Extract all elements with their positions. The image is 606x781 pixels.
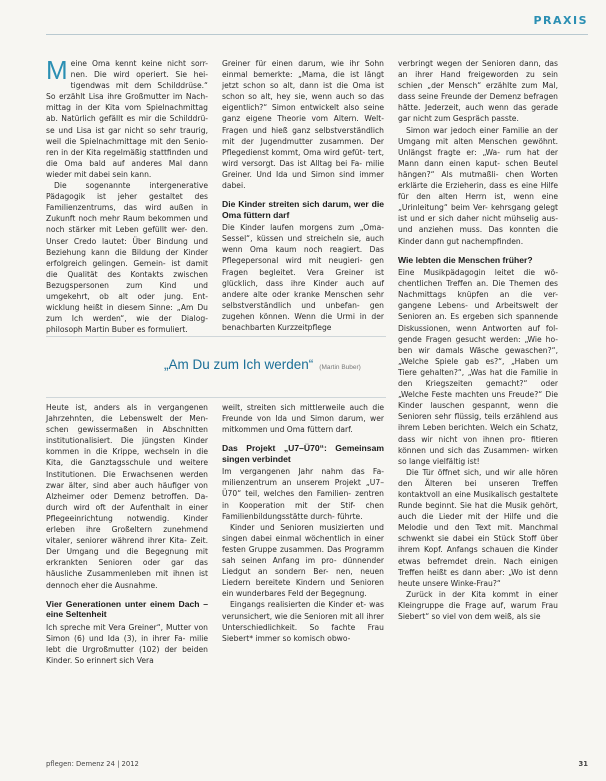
paragraph: eine Oma kennt keine nicht sorr- nen. Die wird operiert. Sie hei- tigendwas mit dem Schilddrüse.“ So erzählt Lisa ihre Großmutter im Nach- mittag in der Kita vom Spielnachmittag ab. Natürlich gefällt es mir die Schilddrü- se und Lisa ist gar nicht so sehr traurig, weil die Spielnachmittage mit den Senio- ren in der Kita regelmäßig stattfinden und die Oma bald auf anderes Mal dann wieder mit dabei sein kann.: [46, 59, 208, 179]
paragraph: Die Tür öffnet sich, und wir alle hören den Älteren bei unseren Treffen kontaktvoll an eine Musikalisch gestaltete Runde beginnt. Sie hat die Musik gehört, auch die Lieder mit der Hilfe und die Melodie und den Text mit. Manchmal schwenkt sie dabei ein Stück Stoff über ihrem Kopf. Anfangs schauen die Kinder etwas befremdet drein. Nach einigen Treffen heißt es dann aber: „Wo ist denn heute unsere Winke-Frau?“: [398, 467, 558, 588]
paragraph: Im vergangenen Jahr nahm das Fa- milienzentrum an unserem Projekt „U7–Ü70“ teil, welches den Familien- zentren in Kooperation mit der Stif- chen Familienbildungsstätte durch- führte.: [222, 467, 384, 521]
column-bottom-left: [46, 402, 208, 666]
page-number: 31: [578, 760, 588, 768]
page-footer: [46, 760, 588, 772]
paragraph: Die Kinder laufen morgens zum „Oma- Sessel“, küssen und streicheln sie, auch wenn Oma kaum noch reagiert. Das Pflegepersonal wird mit neugieri- gen Fragen begleitet. Vera Greiner ist glücklich, dass ihre Kinder auch auf andere alte oder kranke Menschen sehr selbstverständlich und unbefan- gen zugehen können. Wenn die Urmi in der benachbarten Kurzzeitpflege: [222, 223, 384, 332]
header-rule: [46, 34, 588, 35]
column-top-right: [398, 58, 558, 622]
paragraph: verbringt wegen der Senioren dann, das an ihrer Hand freigeworden zu sein schien „der Mensch“ erzählte zum Mal, dass seine Freunde der Demenz befragen hätte. Jederzeit, auch wenn das gerade gar nicht zum Gespräch passte.: [398, 59, 558, 124]
paragraph: Die sogenannte intergenerative Pädagogik ist jeher gestaltet des Familienzentrums, das wird außen in Zukunft noch mehr Raum bekommen und noch stärker mit Leben gefüllt wer- den. Unser Credo lautet: Über Bindung und Beziehung kann die Bildung der Kinder erfolgreich gelingen. Gemein- ist damit die Qualität des Kontakts zwischen Bezugspersonen zum Kind und umgekehrt, ob alt oder jung. Ent- wicklung heißt in diesem Sinne: „Am Du zum Ich werden“, wie der Dialog- philosoph Martin Buber es formuliert.: [46, 181, 208, 335]
paragraph: Greiner für einen darum, wie ihr Sohn einmal bemerkte: „Mama, die ist längt jetzt schon so alt, dann ist die Oma ist schon so alt, hey sie, wenn auch so das eigentlich?“ Simon entwickelt also seine ganz eigene Theorie vom Altern. Welt- Fragen und hieß ganz selbstverständlich mit der Jugendmutter zusammen. Der Pflegedienst kommt, Oma wird gefüt- tert, wird versorgt. Das ist Alltag bei Fa- milie Greiner. Und Ida und Simon sind immer dabei.: [222, 59, 384, 191]
paragraph: Heute ist, anders als in vergangenen Jahrzehnten, die Lebenswelt der Men- schen gewissermaßen in Abschnitten institutionalisiert. Die jüngsten Kinder kommen in die Krippe, wechseln in die Kita, die Ganztagsschule und weitere Institutionen. Die Erwachsenen werden zwar älter, sind aber auch häufiger von Alzheimer oder Demenz betroffen. Da- durch wird oft der Aufenthalt in einer Pflegeeinrichtung notwendig. Kinder erleben ihre Großeltern zunehmend vitaler, seniorer während ihrer Kita- Zeit. Der Umgang und die Begegnung mit erkrankten Senioren oder gar das häusliche Zusammenleben mit ihnen ist dennoch eher die Ausnahme.: [46, 403, 208, 590]
page-header: [0, 0, 606, 42]
subheading: Die Kinder streiten sich darum, wer die Oma füttern darf: [222, 199, 384, 220]
quote-author: (Martin Buber): [319, 364, 361, 371]
paragraph: Kinder und Senioren musizierten und singen dabei einmal wöchentlich in einer festen Gruppe zusammen. Das Programm sah seinen Anfang im pro- dünnender Liedgut an sondern Ber- nen, neuen Liedern bereitete Kindern und Senioren ein wunderbares Feld der Begegnung.: [222, 522, 384, 599]
paragraph: Simon war jedoch einer Familie an der Umgang mit alten Menschen gewöhnt. Unlängst fragte er: „Wa- rum hat der Mann dann einen kaput- schen Beutel hängen?“ Als mutmaßli- chen Worten erklärte die Erzieherin, dass es eine Hilfe für den alten Herrn ist, wenn eine „Urinleitung“ beim Ver- kehrsgang gelegt ist und er sich daher nicht mühselig aus- und anziehen muss. Das konnten die Kinder dann gut nachempfinden.: [398, 125, 558, 246]
subheading: Vier Generationen unter einem Dach – eine Seltenheit: [46, 598, 208, 620]
section-label: PRAXIS: [533, 14, 588, 27]
column-top-mid: [222, 58, 384, 333]
paragraph: Eine Musikpädagogin leitet die wö- chentlichen Treffen an. Die Themen des Nachmittags knüpfen an die ver- gangene Lebens- und Arbeitswelt der Senioren an. Es ergeben sich spannende Diskussionen, wenn Antworten auf fol- gende Fragen gesucht werden: „Wie ho- ben wir damals Wäsche gewaschen?“, „Welche Spiele gab es?“, „Haben um Tiere gehalten?“, „Was hat die Familie in den Kriegszeiten gemacht?“ oder „Welche Feste machten uns Freude?“ Die Kinder lauschen gespannt, wenn die Senioren sehr flüssig, teils erzählend aus ihrem Leben berichten. Welch ein Schatz, dass wir nicht von ihnen pro- fitieren können und sich das Zusammen- wirken so lange vielfältig ist!: [398, 268, 558, 466]
subheading: Wie lebten die Menschen früher?: [398, 254, 533, 265]
dropcap-letter: M: [46, 55, 68, 85]
publication-info: pflegen: Demenz 24 | 2012: [46, 760, 139, 768]
paragraph: Ich spreche mit Vera Greiner“, Mutter von Simon (6) und Ida (3), in ihrer Fa- milie lebt die Urgroßmutter (102) der beiden Kinder. So erinnert sich Vera: [46, 622, 208, 665]
quote-text: „Am Du zum Ich werden“: [164, 357, 314, 372]
paragraph: Eingangs realisierten die Kinder et- was verunsichert, wie die Senioren mit all ihrer Unterschiedlichkeit. So fachte Frau Siebert* immer so komisch obwo-: [222, 600, 384, 643]
paragraph: weilt, streiten sich mittlerweile auch die Freunde von Ida und Simon darum, wer mitkommen und Oma füttern darf.: [222, 403, 384, 435]
subheading: Das Projekt „U7–Ü70“: Gemeinsam singen verbindet: [222, 443, 384, 464]
column-bottom-mid: [222, 402, 384, 644]
pull-quote: [46, 336, 386, 398]
paragraph: Zurück in der Kita kommt in einer Kleingruppe die Frage auf, warum Frau Siebert“ so viel von dem weiß, als sie: [398, 589, 558, 621]
quote-line: [164, 357, 361, 372]
column-top-left: [46, 55, 208, 335]
